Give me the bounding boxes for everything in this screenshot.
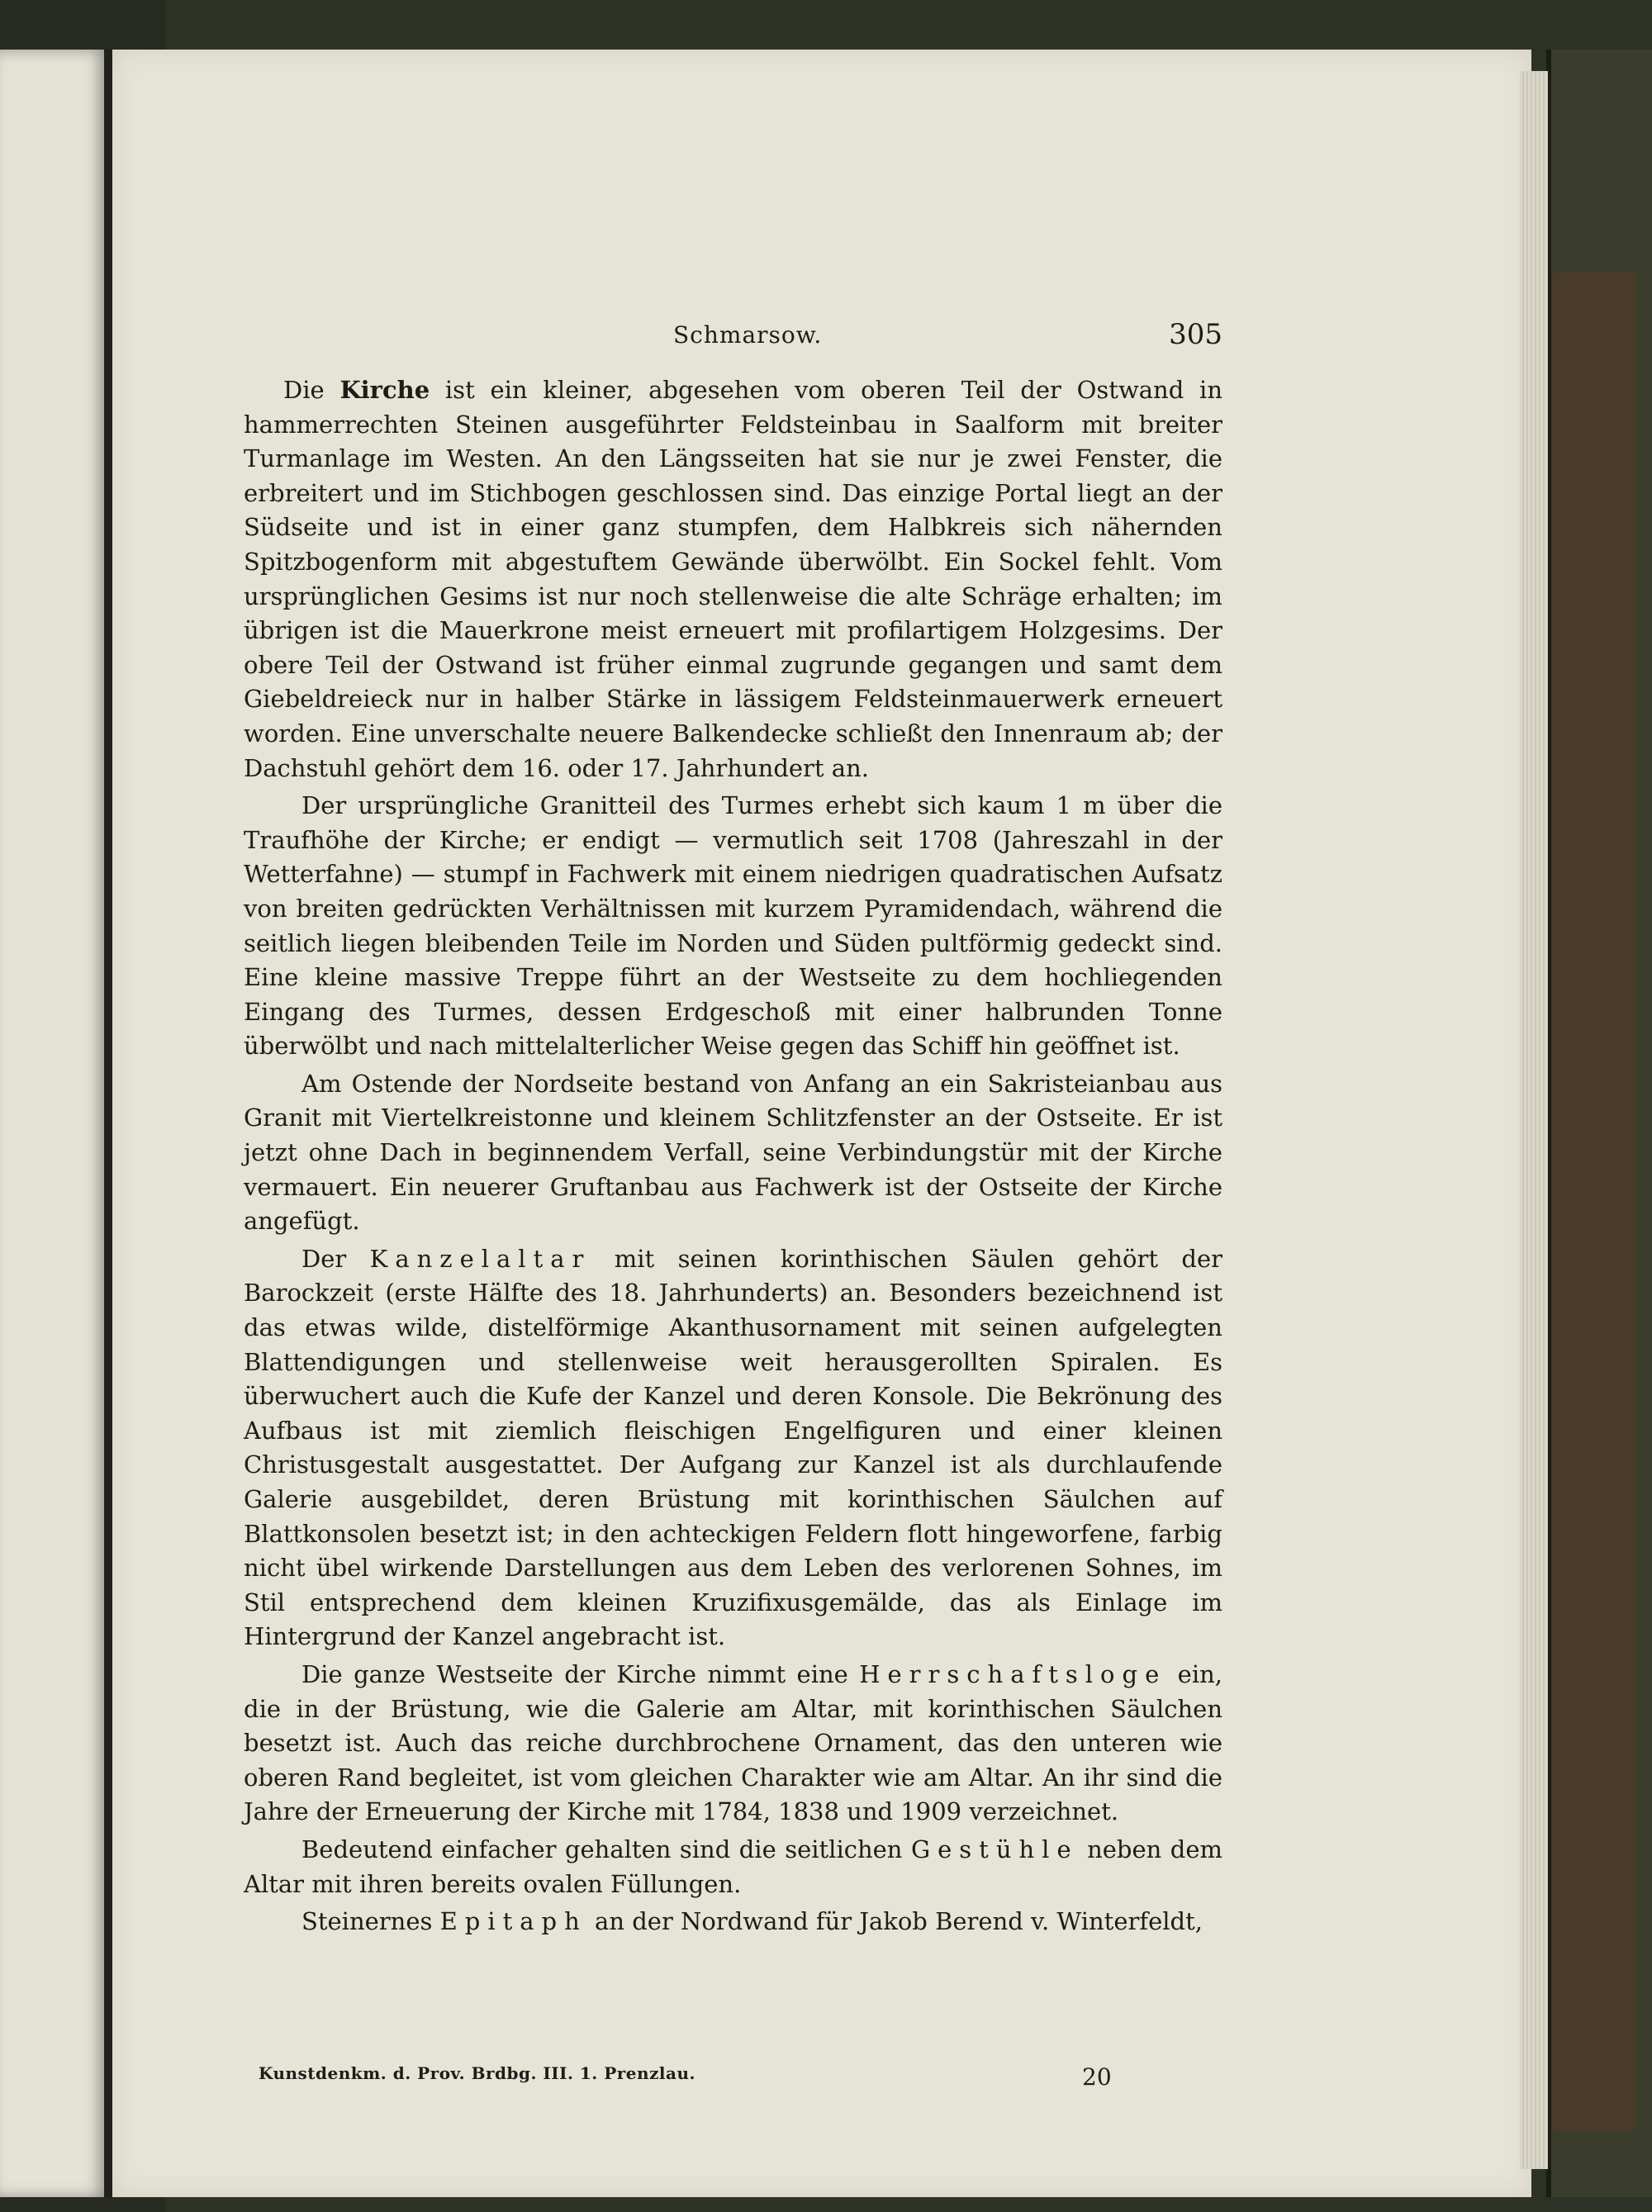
paragraph-text: Bedeutend einfacher gehalten sind die seitlichen [301,1835,911,1863]
paragraph-pulpit-altar [244,1242,1222,1654]
paragraph-text: Die [283,376,340,404]
facing-page-left [0,50,107,2197]
paragraph-text: an der Nordwand für Jakob Berend v. Winterfeldt, [586,1907,1203,1936]
paragraph-text: ist ein kleiner, abgesehen vom oberen Teil der Ostwand in hammerrechten Steinen ausgeführter Feldsteinbau in Saalform mit breiter Turmanlage im Westen. An den Längsseiten hat sie nur je zwei Fenster, die erbreitert und im Stichbogen geschlossen sind. Das einzige Portal liegt an der Südseite und ist in einer ganz stumpfen, dem Halbkreis sich nähernden Spitzbogenform mit abgestuftem Gewände überwölbt. Ein Sockel fehlt. Vom ursprünglichen Gesims ist nur noch stellenweise die alte Schräge erhalten; im übrigen ist die Mauerkrone meist erneuert mit profilartigem Holzgesims. Der obere Teil der Ostwand ist früher einmal zugrunde gegangen und samt dem Giebeldreieck nur in halber Stärke in lässigem Feldsteinmauerwerk erneuert worden. Eine unverschalte neuere Balkendecke schließt den Innenraum ab; der Dachstuhl gehört dem 16. oder 17. Jahrhundert an. [244,376,1223,782]
paragraph-text: Der [301,1244,370,1273]
keyword-kanzelaltar: Kanzelaltar [369,1244,591,1273]
paragraph-church [244,373,1222,786]
footer-citation: Kunstdenkm. d. Prov. Brdbg. III. 1. Prenzlau. [259,2063,695,2083]
keyword-herrschaftsloge: Herrschaftsloge [859,1659,1167,1688]
page-number: 305 [1169,318,1222,351]
page-footer [244,2063,1222,2096]
keyword-epitaph: Epitaph [439,1907,587,1936]
body-text [244,373,1222,1939]
paragraph-tower: Der ursprüngliche Granitteil des Turmes erhebt sich kaum 1 m über die Traufhöhe der Kirche; er endigt — vermutlich seit 1708 (Jahreszahl in der Wetterfahne) — stumpf in Fachwerk mit einem niedrigen quadratischen Aufsatz von breiten gedrückten Verhältnissen mit kurzem Pyramidendach, während die seitlich liegen bleibenden Teile im Norden und Süden pultförmig gedeckt sind. Eine kleine massive Treppe führt an der Westseite zu dem hochliegenden Eingang des Turmes, dessen Erdgeschoß mit einer halbrunden Tonne überwölbt und nach mittelalterlicher Weise gegen das Schiff hin geöffnet ist. [244,791,1222,1061]
paragraph-sacristy: Am Ostende der Nordseite bestand von Anfang an ein Sakristeianbau aus Granit mit Viertelkreistonne und kleinem Schlitzfenster an der Ostseite. Er ist jetzt ohne Dach in beginnendem Verfall, seine Verbindungstür mit der Kirche vermauert. Ein neuerer Gruftanbau aus Fachwerk ist der Ostseite der Kirche angefügt. [244,1069,1222,1236]
paragraph-pews [244,1833,1222,1901]
paragraph-text: neben dem Altar mit ihren bereits ovalen Füllungen. [244,1835,1223,1898]
book-cover-edge [1553,273,1635,2131]
paragraph-gallery [244,1658,1222,1830]
paragraph-epitaph [244,1905,1222,1939]
keyword-gestuehle: Gestühle [910,1835,1079,1863]
paragraph-text: Steinernes [301,1907,440,1936]
paragraph-text: ein, die in der Brüstung, wie die Galerie am Altar, mit korinthischen Säulchen besetzt ist. Auch das reiche durchbrochene Ornament, das den unteren wie oberen Rand begleitet, ist vom gleichen Charakter wie am Altar. An ihr sind die Jahre der Erneuerung der Kirche mit 1784, 1838 und 1909 verzeichnet. [244,1659,1222,1826]
paragraph-text: Die ganze Westseite der Kirche nimmt eine [301,1659,860,1688]
signature-mark: 20 [1082,2063,1112,2091]
keyword-kirche: Kirche [339,376,430,404]
running-head: Schmarsow. [673,321,823,349]
paragraph-text: mit seinen korinthischen Säulen gehört der Barockzeit (erste Hälfte des 18. Jahrhunderts) an. Besonders bezeichnend ist das etwas wilde, distelförmige Akanthusornament mit seinen aufgelegten Blattendigungen und stellenweise weit herausgerollten Spiralen. Es überwuchert auch die Kufe der Kanzel und deren Konsole. Die Bekrönung des Aufbaus ist mit ziemlich fleischigen Engelfiguren und einer kleinen Christusgestalt ausgestattet. Der Aufgang zur Kanzel ist als durchlaufende Galerie ausgebildet, deren Brüstung mit korinthischen Säulchen auf Blattkonsolen besetzt ist; in den achteckigen Feldern flott hingeworfene, farbig nicht übel wirkende Darstellungen aus dem Leben des verlorenen Sohnes, im Stil entsprechend dem kleinen Kruzifixusgemälde, das als Einlage im Hintergrund der Kanzel angebracht ist. [244,1244,1222,1651]
page-header [244,318,1222,359]
page-edges [1520,71,1548,2169]
